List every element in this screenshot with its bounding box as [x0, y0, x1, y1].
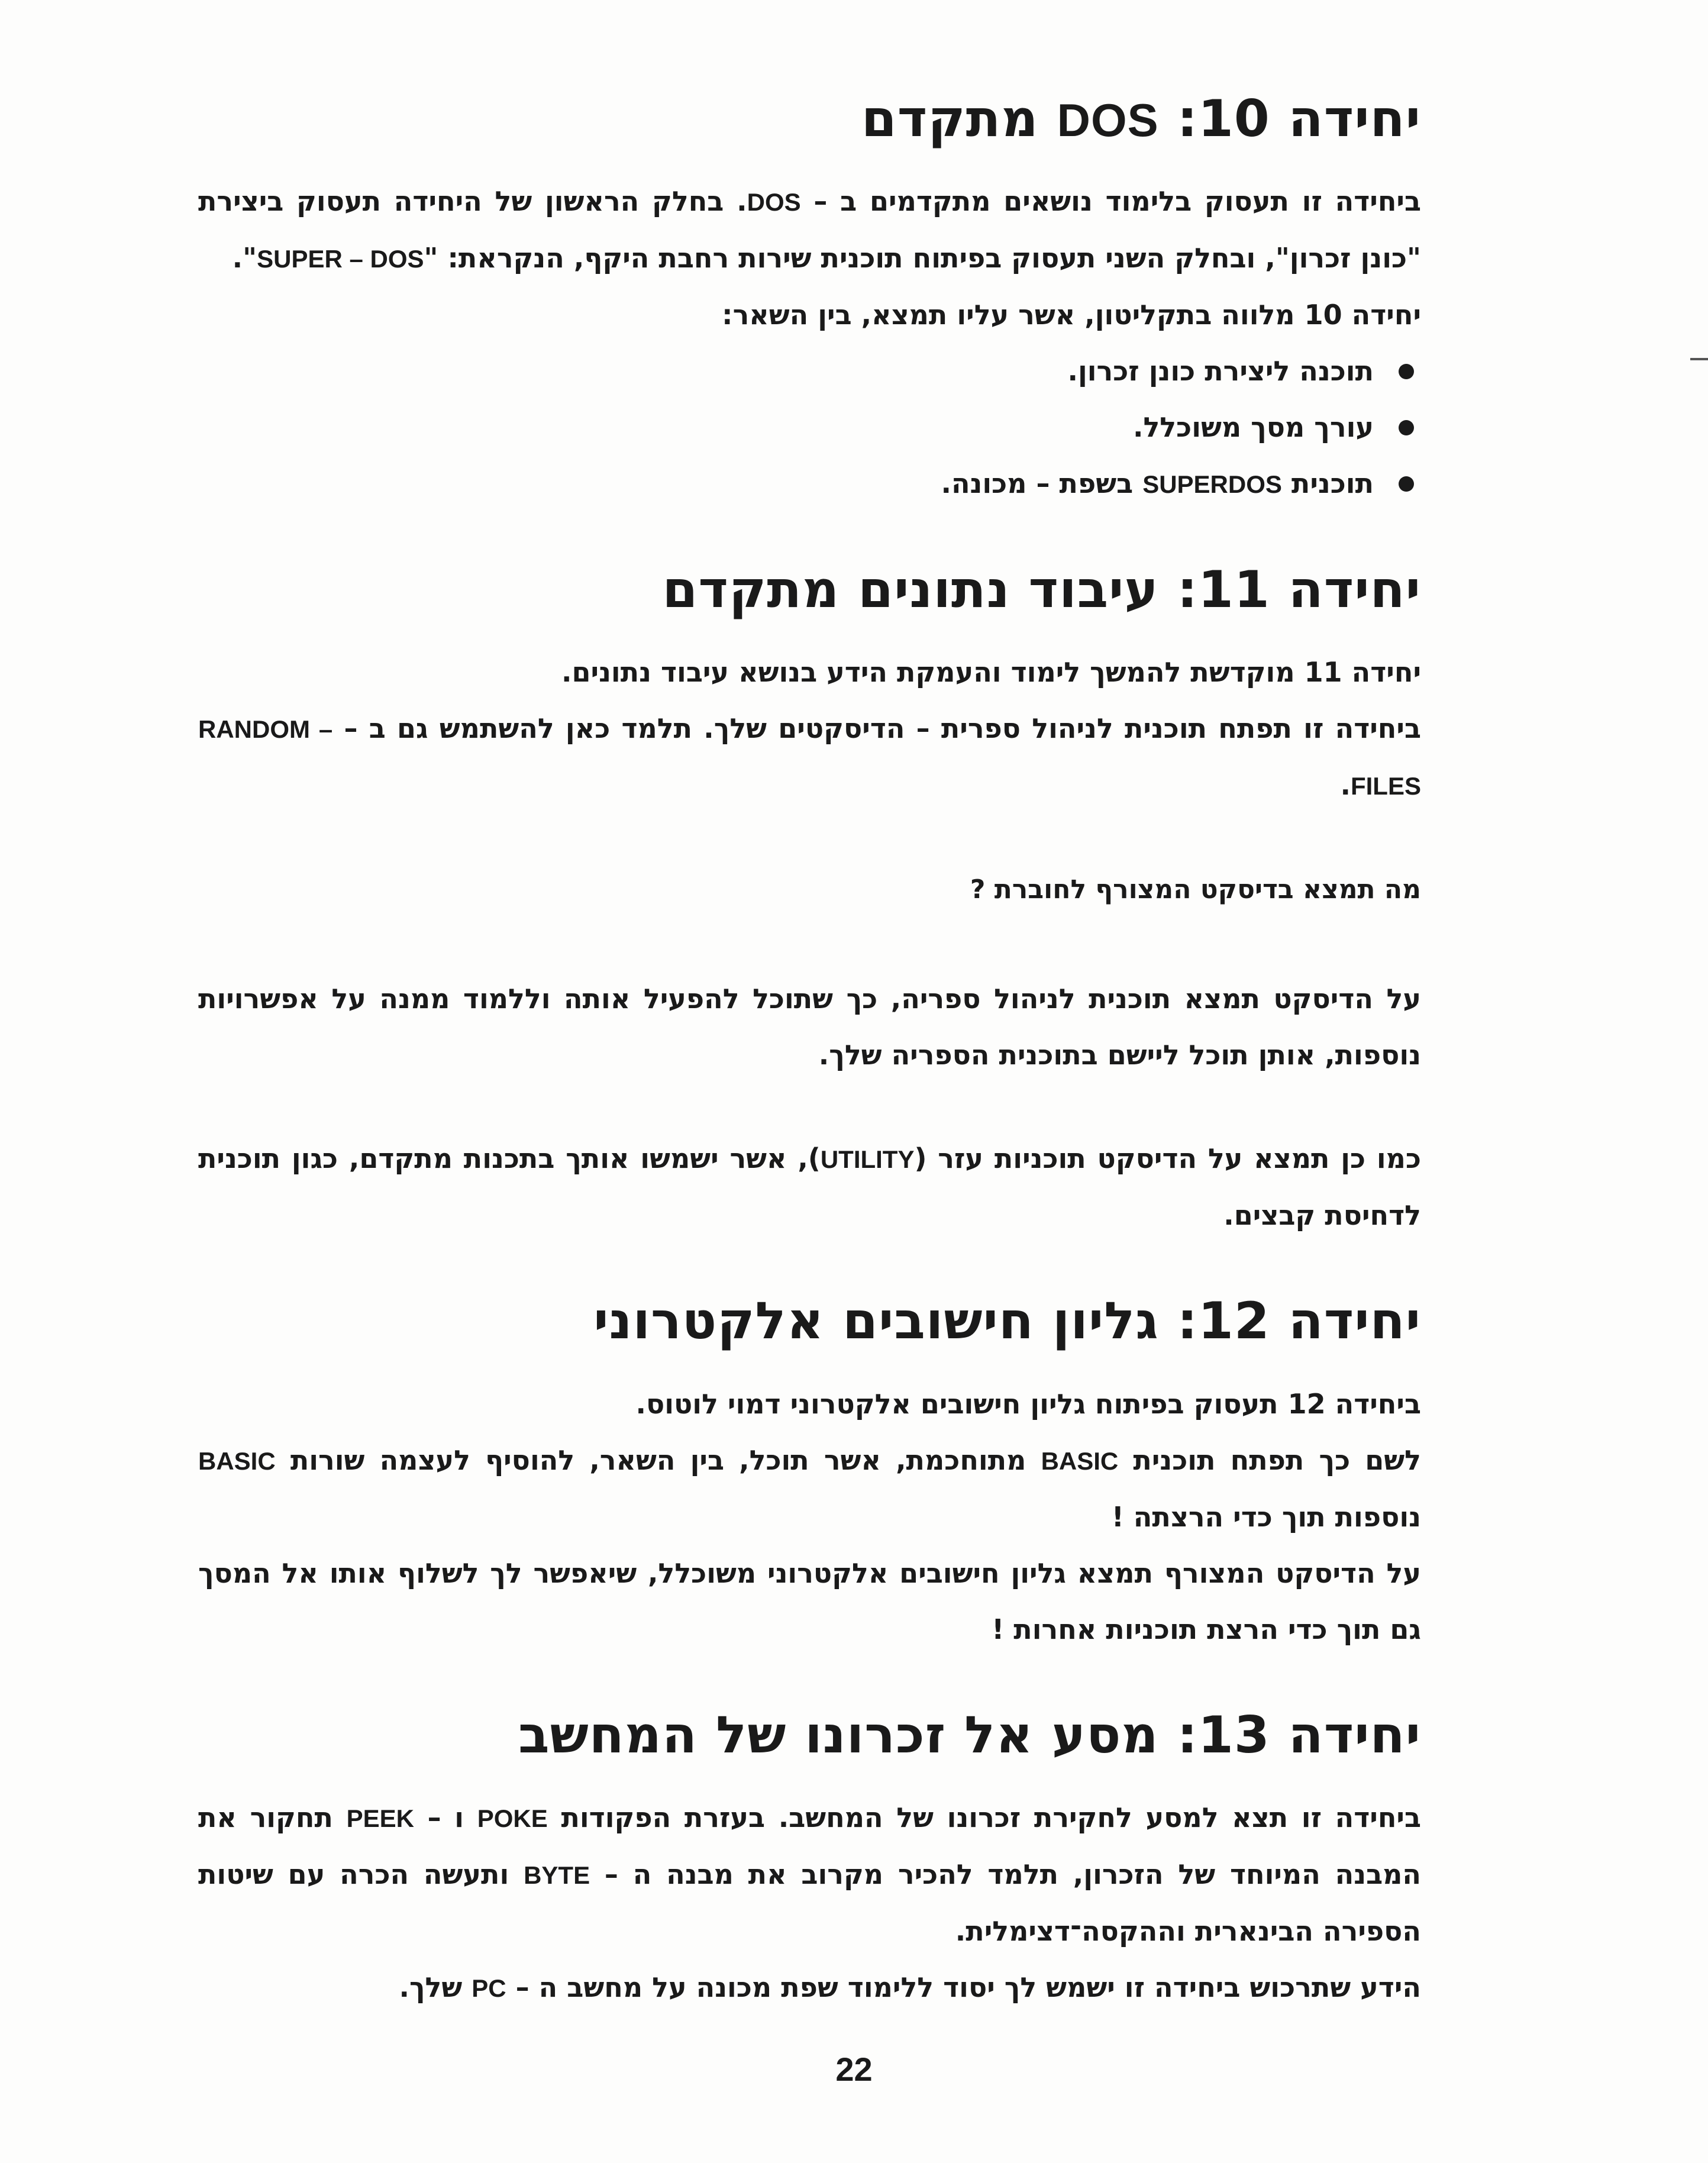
unit-13-p1-latin-2: PEEK	[346, 1804, 414, 1832]
unit-12-section	[198, 1291, 1421, 1657]
unit-13-p2-part-a: הידע שתרכוש ביחידה זו ישמש לך יסוד ללימוד שפת מכונה על מחשב ה –	[515, 1971, 1421, 2003]
unit-11-p2-part-a: ביחידה זו תפתח תוכנית לניהול ספרית – הדיסקטים שלך. תלמד כאן להשתמש גם ב –	[344, 712, 1422, 745]
unit-13-p1-part-b: ו –	[427, 1801, 464, 1833]
unit-11-p4-latin: UTILITY	[820, 1145, 915, 1174]
unit-12-paragraph-1: ביחידה 12 תעסוק בפיתוח גליון חישובים אלקטרוני דמוי לוטוס.	[635, 1387, 1421, 1420]
unit-10-bullet-list	[198, 343, 1421, 512]
bullet-text-b: בשפת – מכונה.	[941, 467, 1134, 500]
page-content	[198, 89, 1421, 2016]
unit-10-title	[198, 89, 1421, 150]
unit-10-paragraph-1	[198, 173, 1421, 287]
unit-11-section	[198, 560, 1421, 1244]
unit-13-paragraph-1	[198, 1790, 1421, 1959]
unit-10-paragraph-2: יחידה 10 מלווה בתקליטון, אשר עליו תמצא, בין השאר:	[722, 299, 1421, 331]
bullet-text: תוכנה ליצירת כונן זכרון.	[1067, 355, 1374, 388]
unit-11-p2-part-b: .	[1340, 769, 1351, 802]
spacer	[198, 512, 1421, 560]
page-number: 22	[835, 2051, 873, 2088]
unit-13-p1-latin: POKE	[477, 1804, 548, 1832]
spacer	[198, 1083, 1421, 1131]
unit-13-section	[198, 1705, 1421, 2016]
unit-10-title-prefix: יחידה 10:	[1177, 89, 1421, 148]
bullet-item	[198, 399, 1421, 456]
unit-12-paragraph-3: על הדיסקט המצורף תמצא גליון חישובים אלקטרוני משוכלל, שיאפשר לך לשלוף אותו אל המסך גם תוך כדי הרצת תוכניות אחרות !	[198, 1557, 1421, 1645]
bullet-text-a: תוכנית	[1291, 467, 1374, 500]
bullet-dot-icon	[1399, 420, 1414, 435]
unit-10-p1-part-a: ביחידה זו תעסוק בלימוד נושאים מתקדמים ב –	[813, 185, 1422, 218]
unit-13-p1-latin-3: BYTE	[524, 1861, 590, 1889]
unit-12-p2-part-c: נוספות תוך כדי הרצתה !	[1111, 1500, 1421, 1533]
unit-10-title-suffix: מתקדם	[861, 89, 1039, 148]
scan-edge-mark	[1690, 358, 1708, 360]
unit-12-p2-part-a: לשם כך תפתח תוכנית	[1133, 1444, 1422, 1476]
unit-12-p2-latin-2: BASIC	[198, 1447, 276, 1475]
bullet-text-latin: SUPERDOS	[1142, 470, 1282, 499]
unit-13-p1-part-d: ותעשה הכרה עם שיטות הספירה הבינארית וההקסה־דצימלית.	[198, 1858, 1421, 1947]
unit-12-p2-part-b: מתוחכמת, אשר תוכל, בין השאר, להוסיף לעצמה שורות	[290, 1444, 1026, 1476]
unit-11-p4-part-b: ), אשר ישמשו אותך בתכנות מתקדם, כגון תוכנית לדחיסת קבצים.	[198, 1142, 1421, 1232]
unit-12-paragraph-2	[198, 1432, 1421, 1545]
unit-11-paragraph-3: על הדיסקט תמצא תוכנית לניהול ספריה, כך שתוכל להפעיל אותה וללמוד ממנה על אפשרויות נוספות, אותן תוכל ליישם בתוכנית הספריה שלך.	[198, 983, 1421, 1071]
unit-12-p2-latin: BASIC	[1041, 1447, 1119, 1475]
unit-11-paragraph-2	[198, 700, 1421, 814]
unit-11-subheading: מה תמצא בדיסקט המצורף לחוברת ?	[970, 874, 1421, 905]
unit-10-section	[198, 89, 1421, 512]
unit-13-p1-part-c: תחקור את המבנה המיוחד של הזכרון, תלמד להכיר מקרוב את מבנה ה –	[198, 1801, 1422, 1890]
bullet-dot-icon	[1399, 476, 1414, 492]
unit-10-p1-part-c: ".	[232, 242, 257, 275]
bullet-dot-icon	[1399, 364, 1414, 379]
unit-11-paragraph-4	[198, 1131, 1421, 1244]
spacer	[198, 1244, 1421, 1291]
unit-10-p1-latin: DOS	[747, 188, 801, 217]
unit-10-p1-latin-2: SUPER – DOS	[257, 245, 424, 273]
unit-12-title: יחידה 12: גליון חישובים אלקטרוני	[593, 1292, 1421, 1351]
unit-10-title-latin: DOS	[1057, 94, 1159, 146]
spacer	[198, 1658, 1421, 1705]
unit-13-p1-part-a: ביחידה זו תצא למסע לחקירת זכרונו של המחשב. בעזרת הפקודות	[561, 1801, 1422, 1833]
bullet-text: עורך מסך משוכלל.	[1133, 411, 1374, 444]
bullet-item	[198, 456, 1421, 512]
unit-13-p2-latin: PC	[472, 1974, 506, 2002]
unit-11-title: יחידה 11: עיבוד נתונים מתקדם	[662, 560, 1421, 620]
unit-11-p2-latin: RANDOM – FILES	[198, 715, 1421, 800]
unit-11-p4-part-a: כמו כן תמצא על הדיסקט תוכניות עזר (	[914, 1142, 1421, 1175]
unit-10-p1-part-b: . בחלק הראשון של היחידה תעסוק ביצירת "כונן זכרון", ובחלק השני תעסוק בפיתוח תוכנית שירות רחבת היקף, הנקראת: "	[198, 185, 1421, 275]
unit-13-paragraph-2	[198, 1959, 1421, 2016]
unit-13-p2-part-b: שלך.	[399, 1971, 463, 2003]
unit-13-title: יחידה 13: מסע אל זכרונו של המחשב	[518, 1705, 1421, 1765]
unit-11-paragraph-1: יחידה 11 מוקדשת להמשך לימוד והעמקת הידע בנושא עיבוד נתונים.	[561, 656, 1421, 689]
bullet-item	[198, 343, 1421, 399]
